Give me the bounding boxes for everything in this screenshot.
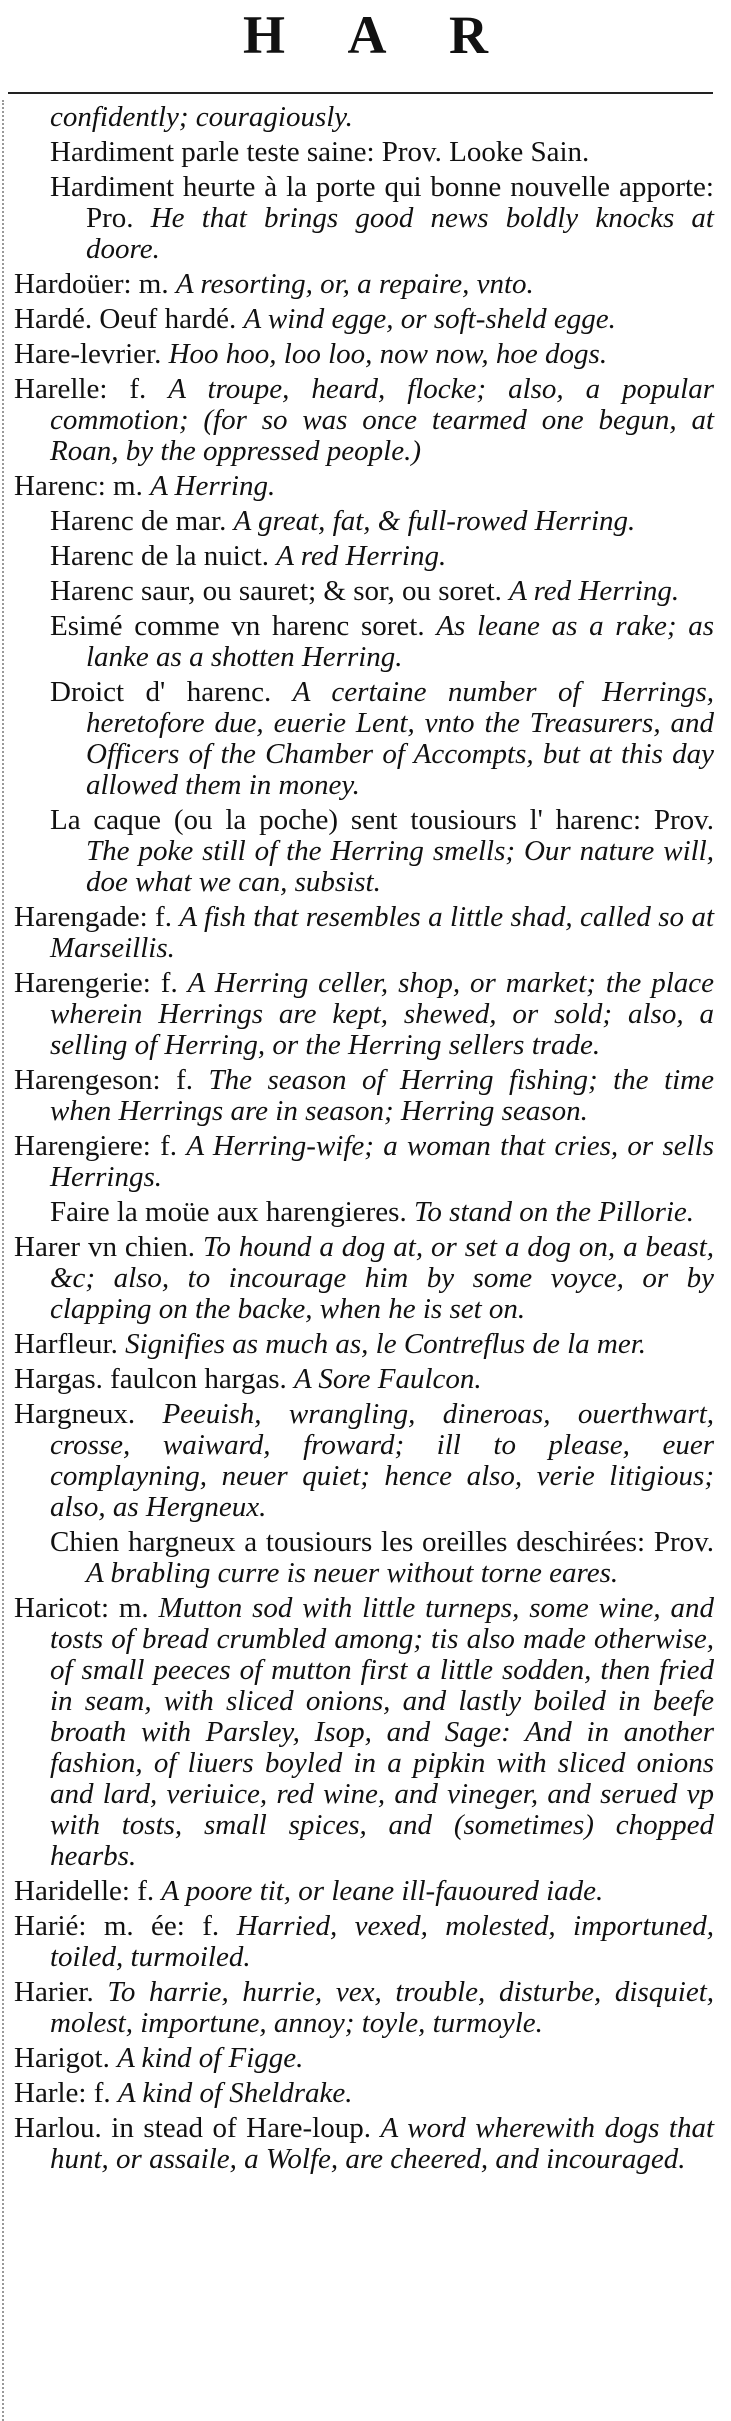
dictionary-entry	[14, 1399, 714, 1523]
definition: A certaine number of Herrings, heretofore due, euerie Lent, vnto the Treasurers, and Officers of the Chamber of Accompts, but at this day allowed them in money.	[86, 676, 714, 801]
dictionary-entry	[14, 1977, 714, 2039]
definition: A wind egge, or soft-sheld egge.	[243, 303, 616, 335]
definition: A poore tit, or leane ill-fauoured iade.	[161, 1875, 604, 1907]
dictionary-entry	[14, 1131, 714, 1193]
definition: A kind of Figge.	[117, 2042, 304, 2074]
dictionary-entry	[14, 339, 714, 370]
definition: A fish that resembles a little shad, called so at Marseillis.	[50, 901, 714, 964]
headword: Chien hargneux a tousiours les oreilles deschirées: Prov.	[50, 1526, 714, 1558]
definition: Mutton sod with little turneps, some wine, and tosts of bread crumbled among; tis also made otherwise, of small peeces of mutton first a little sodden, then fried in seam, with sliced onions, and lastly boiled in beefe broath with Parsley, Isop, and Sage: And in another fashion, of liuers boyled in a pipkin with sliced onions and lard, veriuice, red wine, and vineger, and serued vp with tosts, small spices, and (sometimes) chopped hearbs.	[50, 1592, 715, 1872]
headword: Hargas. faulcon hargas.	[14, 1363, 287, 1395]
definition: A Herring-wife; a woman that cries, or sells Herrings.	[50, 1130, 715, 1193]
headword: La caque (ou la poche) sent tousiours l' harenc: Prov.	[50, 804, 714, 836]
dictionary-subentry	[14, 576, 714, 607]
definition: A troupe, heard, flocke; also, a popular commotion; (for so was once tearmed one begun, at Roan, by the oppressed people.)	[50, 373, 715, 467]
dictionary-subentry	[14, 506, 714, 537]
dictionary-entry	[14, 1232, 714, 1325]
dictionary-subentry	[14, 1197, 714, 1228]
definition: The poke still of the Herring smells; Our nature will, doe what we can, subsist.	[86, 835, 714, 898]
headword: Hargneux.	[14, 1398, 136, 1430]
dictionary-entry	[14, 1876, 714, 1907]
definition: He that brings good news boldly knocks at doore.	[86, 202, 714, 265]
page-header	[0, 0, 731, 70]
dictionary-subentry	[14, 1527, 714, 1589]
headword: Harfleur.	[14, 1328, 118, 1360]
running-head: H A R	[242, 5, 515, 65]
headword: Harengerie: f.	[14, 967, 178, 999]
definition: A red Herring.	[276, 540, 447, 572]
dictionary-entry-continuation	[50, 102, 714, 133]
headword: Hardiment heurte à la porte qui bonne nouvelle apporte: Pro.	[50, 171, 714, 234]
definition: To stand on the Pillorie.	[413, 1196, 695, 1228]
definition: A red Herring.	[509, 575, 680, 607]
dictionary-entry	[14, 1065, 714, 1127]
headword: Hare-levrier.	[14, 338, 162, 370]
headword: Harenc saur, ou sauret; & sor, ou soret.	[50, 575, 502, 607]
headword: Harigot.	[14, 2042, 110, 2074]
dictionary-entry	[14, 902, 714, 964]
dictionary-entry	[14, 269, 714, 300]
headword: Harier.	[14, 1976, 94, 2008]
definition: A brabling curre is neuer without torne eares.	[86, 1557, 619, 1589]
dictionary-subentry	[14, 611, 714, 673]
definition: A great, fat, & full-rowed Herring.	[233, 505, 636, 537]
dictionary-entry	[14, 1911, 714, 1973]
dictionary-subentry	[14, 805, 714, 898]
dictionary-entry	[14, 1593, 714, 1872]
dictionary-entry	[14, 2043, 714, 2074]
headword: Haridelle: f.	[14, 1875, 155, 1907]
dictionary-subentry	[14, 677, 714, 801]
headword: Harle: f.	[14, 2077, 111, 2109]
headword: Harengiere: f.	[14, 1130, 178, 1162]
headword: Harer vn chien.	[14, 1231, 195, 1263]
dictionary-column	[14, 102, 714, 2179]
definition: A Sore Faulcon.	[293, 1363, 482, 1395]
header-rule	[8, 92, 713, 94]
headword: Haricot: m.	[14, 1592, 149, 1624]
headword: Droict d' harenc.	[50, 676, 272, 708]
headword: Hardé. Oeuf hardé.	[14, 303, 237, 335]
dictionary-entry	[14, 2113, 714, 2175]
definition: To hound a dog at, or set a dog on, a beast, &c; also, to incourage him by some voyce, or by clapping on the backe, when he is set on.	[50, 1231, 714, 1325]
dictionary-entry	[14, 2078, 714, 2109]
headword: Harengeson: f.	[14, 1064, 193, 1096]
dictionary-entry	[14, 374, 714, 467]
definition: Peeuish, wrangling, dineroas, ouerthwart, crosse, waiward, froward; ill to please, euer complayning, neuer quiet; hence also, verie litigious; also, as Hergneux.	[50, 1398, 714, 1523]
dictionary-entry	[14, 304, 714, 335]
dictionary-entry	[14, 1329, 714, 1360]
headword: Harenc: m.	[14, 470, 143, 502]
dictionary-entry	[14, 968, 714, 1061]
definition: A Herring.	[150, 470, 276, 502]
headword: Harelle: f.	[14, 373, 147, 405]
headword: Harlou. in stead of Hare-loup.	[14, 2112, 371, 2144]
headword: Harié: m. ée: f.	[14, 1910, 220, 1942]
headword: Harengade: f.	[14, 901, 172, 933]
headword: Harenc de mar.	[50, 505, 227, 537]
definition: A word wherewith dogs that hunt, or assaile, a Wolfe, are cheered, and incouraged.	[50, 2112, 715, 2175]
headword: Hardiment parle teste saine: Prov. Looke Sain.	[50, 136, 590, 168]
definition: As leane as a rake; as lanke as a shotten Herring.	[86, 610, 714, 673]
definition: The season of Herring fishing; the time when Herrings are in season; Herring season.	[50, 1064, 714, 1127]
left-margin-mark	[2, 100, 4, 2421]
dictionary-subentry	[14, 172, 714, 265]
definition: A Herring celler, shop, or market; the place wherein Herrings are kept, shewed, or sold; also, a selling of Herring, or the Herring sellers trade.	[50, 967, 715, 1061]
definition: A resorting, or, a repaire, vnto.	[175, 268, 534, 300]
definition: confidently; couragiously.	[50, 101, 353, 133]
dictionary-entry	[14, 1364, 714, 1395]
dictionary-entry	[14, 471, 714, 502]
headword: Hardoüer: m.	[14, 268, 169, 300]
definition: Harried, vexed, molested, importuned, toiled, turmoiled.	[50, 1910, 714, 1973]
headword: Harenc de la nuict.	[50, 540, 270, 572]
definition: Signifies as much as, le Contreflus de la mer.	[125, 1328, 647, 1360]
headword: Esimé comme vn harenc soret.	[50, 610, 425, 642]
dictionary-subentry	[14, 541, 714, 572]
dictionary-subentry	[14, 137, 714, 168]
headword: Faire la moüe aux harengieres.	[50, 1196, 407, 1228]
definition: A kind of Sheldrake.	[117, 2077, 353, 2109]
definition: To harrie, hurrie, vex, trouble, disturbe, disquiet, molest, importune, annoy; toyle, turmoyle.	[50, 1976, 715, 2039]
definition: Hoo hoo, loo loo, now now, hoe dogs.	[168, 338, 608, 370]
